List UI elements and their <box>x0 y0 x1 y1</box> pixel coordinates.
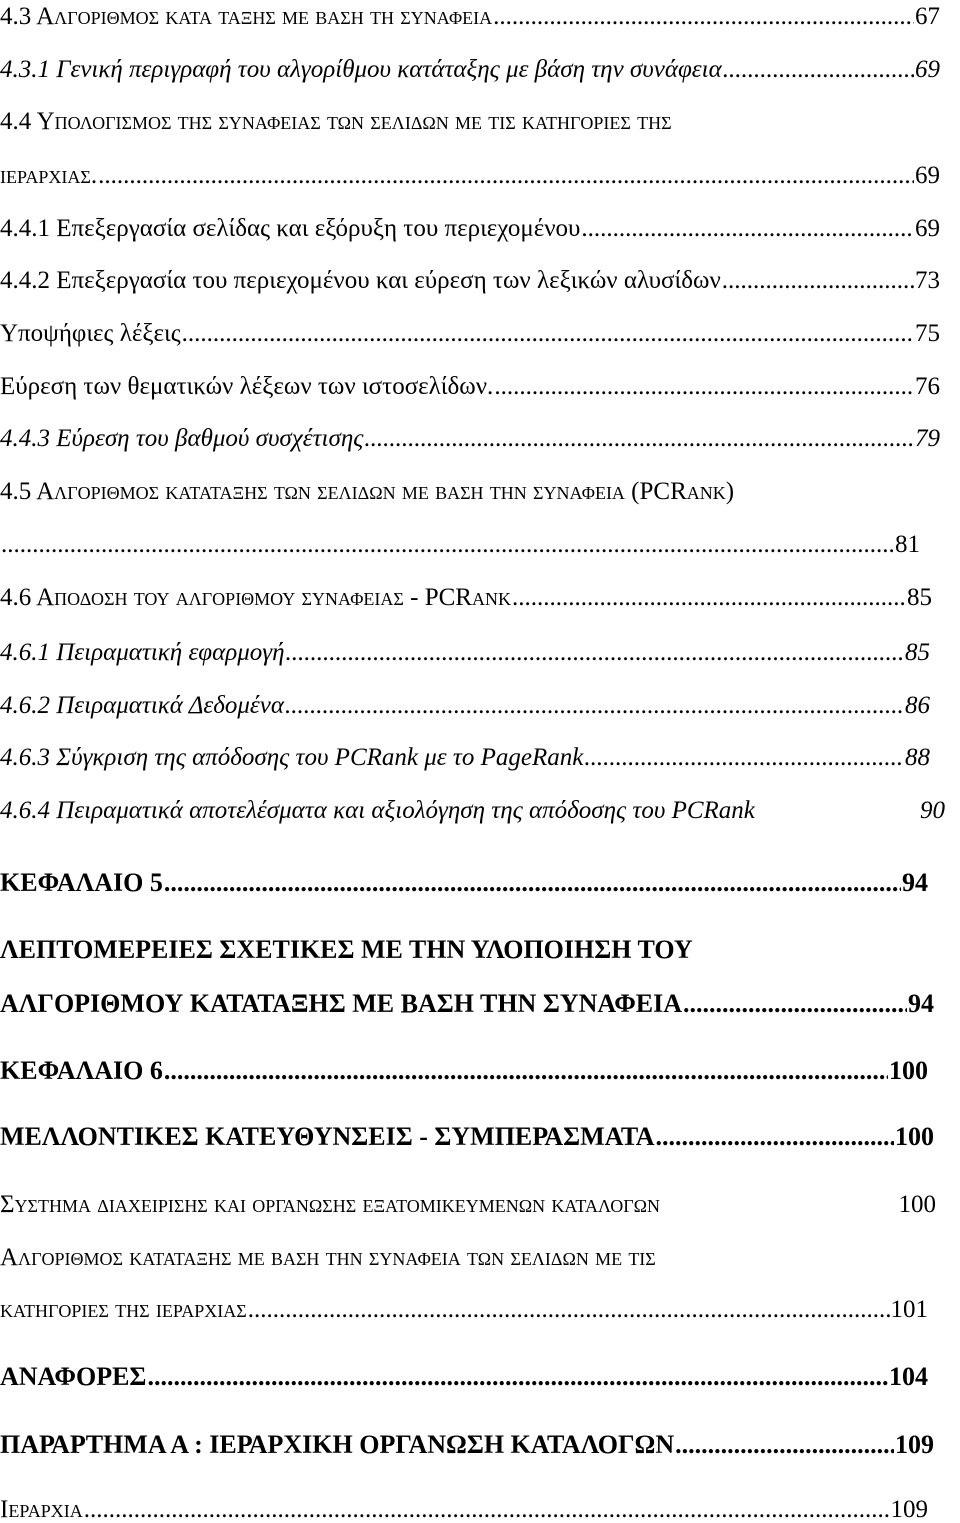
toc-entry: κατηγοριες της ιεραρχιας ..... 101 <box>0 1297 928 1322</box>
toc-entry: 4.4.3 Εύρεση του βαθμού συσχέτισης ..... 79 <box>0 426 940 451</box>
toc-entry: 4.6.1 Πειραματική εφαρμογή ..... 85 <box>0 640 930 665</box>
leader-dots <box>512 585 906 610</box>
leader-dots <box>683 991 907 1017</box>
toc-entry: ιεραρχιας. ..... 69 <box>0 163 940 188</box>
toc-entry: 4.3 Αλγοριθμος κατα ταξης με βαση τη συναφεια ..... 67 <box>0 4 940 29</box>
leader-dots <box>655 1124 894 1150</box>
leader-dots <box>285 693 904 718</box>
leader-dots <box>675 1432 894 1458</box>
leader-dots <box>182 321 914 346</box>
toc-entry: ΚΕΦΑΛΑΙΟ 5 ..... 94 <box>0 870 928 896</box>
toc-entry: Συστημα διαχειρισης και οργανωσης εξατομικευμενων καταλογων 100 <box>0 1191 936 1218</box>
leader-dots <box>164 870 901 896</box>
toc-entry: 4.3.1 Γενική περιγραφή του αλγορίθμου κατάταξης με βάση την συνάφεια ..... 69 <box>0 57 940 82</box>
toc-entry: ..... 81 <box>0 532 920 557</box>
toc-entry: Εύρεση των θεματικών λέξεων των ιστοσελίδων. ..... 76 <box>0 374 940 399</box>
toc-entry: 4.6.4 Πειραματικά αποτελέσματα και αξιολόγηση της απόδοσης του PCRank 90 <box>0 797 945 824</box>
toc-entry: 4.4 Υπολογισμος της συναφειας των σελιδων με τις κατηγοριες της <box>0 108 672 135</box>
toc-entry: ΜΕΛΛΟΝΤΙΚΕΣ ΚΑΤΕΥΘΥΝΣΕΙΣ - ΣΥΜΠΕΡΑΣΜΑΤΑ ..... 100 <box>0 1124 934 1150</box>
leader-dots <box>164 1058 888 1084</box>
toc-entry: 4.4.1 Επεξεργασία σελίδας και εξόρυξη του περιεχομένου ..... 69 <box>0 216 940 241</box>
leader-dots <box>248 1297 890 1322</box>
toc-entry: Ιεραρχια ..... 109 <box>0 1497 928 1522</box>
leader-dots <box>581 216 914 241</box>
toc-entry: ΠΑΡΑΡΤΗΜΑ Α : ΙΕΡΑΡΧΙΚΗ ΟΡΓΑΝΩΣΗ ΚΑΤΑΛΟΓΩΝ ..... 109 <box>0 1432 934 1458</box>
leader-dots <box>584 745 904 770</box>
toc-entry: 4.6.2 Πειραματικά Δεδομένα ..... 86 <box>0 693 930 718</box>
leader-dots <box>364 426 914 451</box>
leader-dots <box>98 163 914 188</box>
leader-dots <box>494 374 914 399</box>
toc-entry: Υποψήφιες λέξεις ..... 75 <box>0 321 940 346</box>
leader-dots <box>1 532 894 557</box>
leader-dots <box>286 640 904 665</box>
toc-entry: 4.5 Αλγοριθμος καταταξης των σελιδων με βαση την συναφεια (PCRank) <box>0 478 735 505</box>
toc-entry: ΑΛΓΟΡΙΘΜΟΥ ΚΑΤΑΤΑΞΗΣ ΜΕ ΒΑΣΗ ΤΗΝ ΣΥΝΑΦΕΙΑ ..... 94 <box>0 991 934 1017</box>
toc-entry: 4.6.3 Σύγκριση της απόδοσης του PCRank με το PageRank ..... 88 <box>0 745 930 770</box>
leader-dots <box>722 268 914 293</box>
leader-dots <box>84 1497 890 1522</box>
toc-entry: 4.4.2 Επεξεργασία του περιεχομένου και εύρεση των λεξικών αλυσίδων ..... 73 <box>0 268 940 293</box>
toc-entry: Αλγοριθμος καταταξης με βαση την συναφεια των σελιδων με τις <box>0 1244 656 1271</box>
toc-entry: ΛΕΠΤΟΜΕΡΕΙΕΣ ΣΧΕΤΙΚΕΣ ΜΕ ΤΗΝ ΥΛΟΠΟΙΗΣΗ ΤΟΥ <box>0 935 693 964</box>
leader-dots <box>147 1364 888 1390</box>
leader-dots <box>493 4 914 29</box>
toc-entry: ΑΝΑΦΟΡΕΣ ..... 104 <box>0 1364 928 1390</box>
leader-dots <box>723 57 914 82</box>
toc-entry: 4.6 Αποδοση του αλγοριθμου συναφειας - PCRank ..... 85 <box>0 585 932 610</box>
toc-entry: ΚΕΦΑΛΑΙΟ 6 ..... 100 <box>0 1058 928 1084</box>
